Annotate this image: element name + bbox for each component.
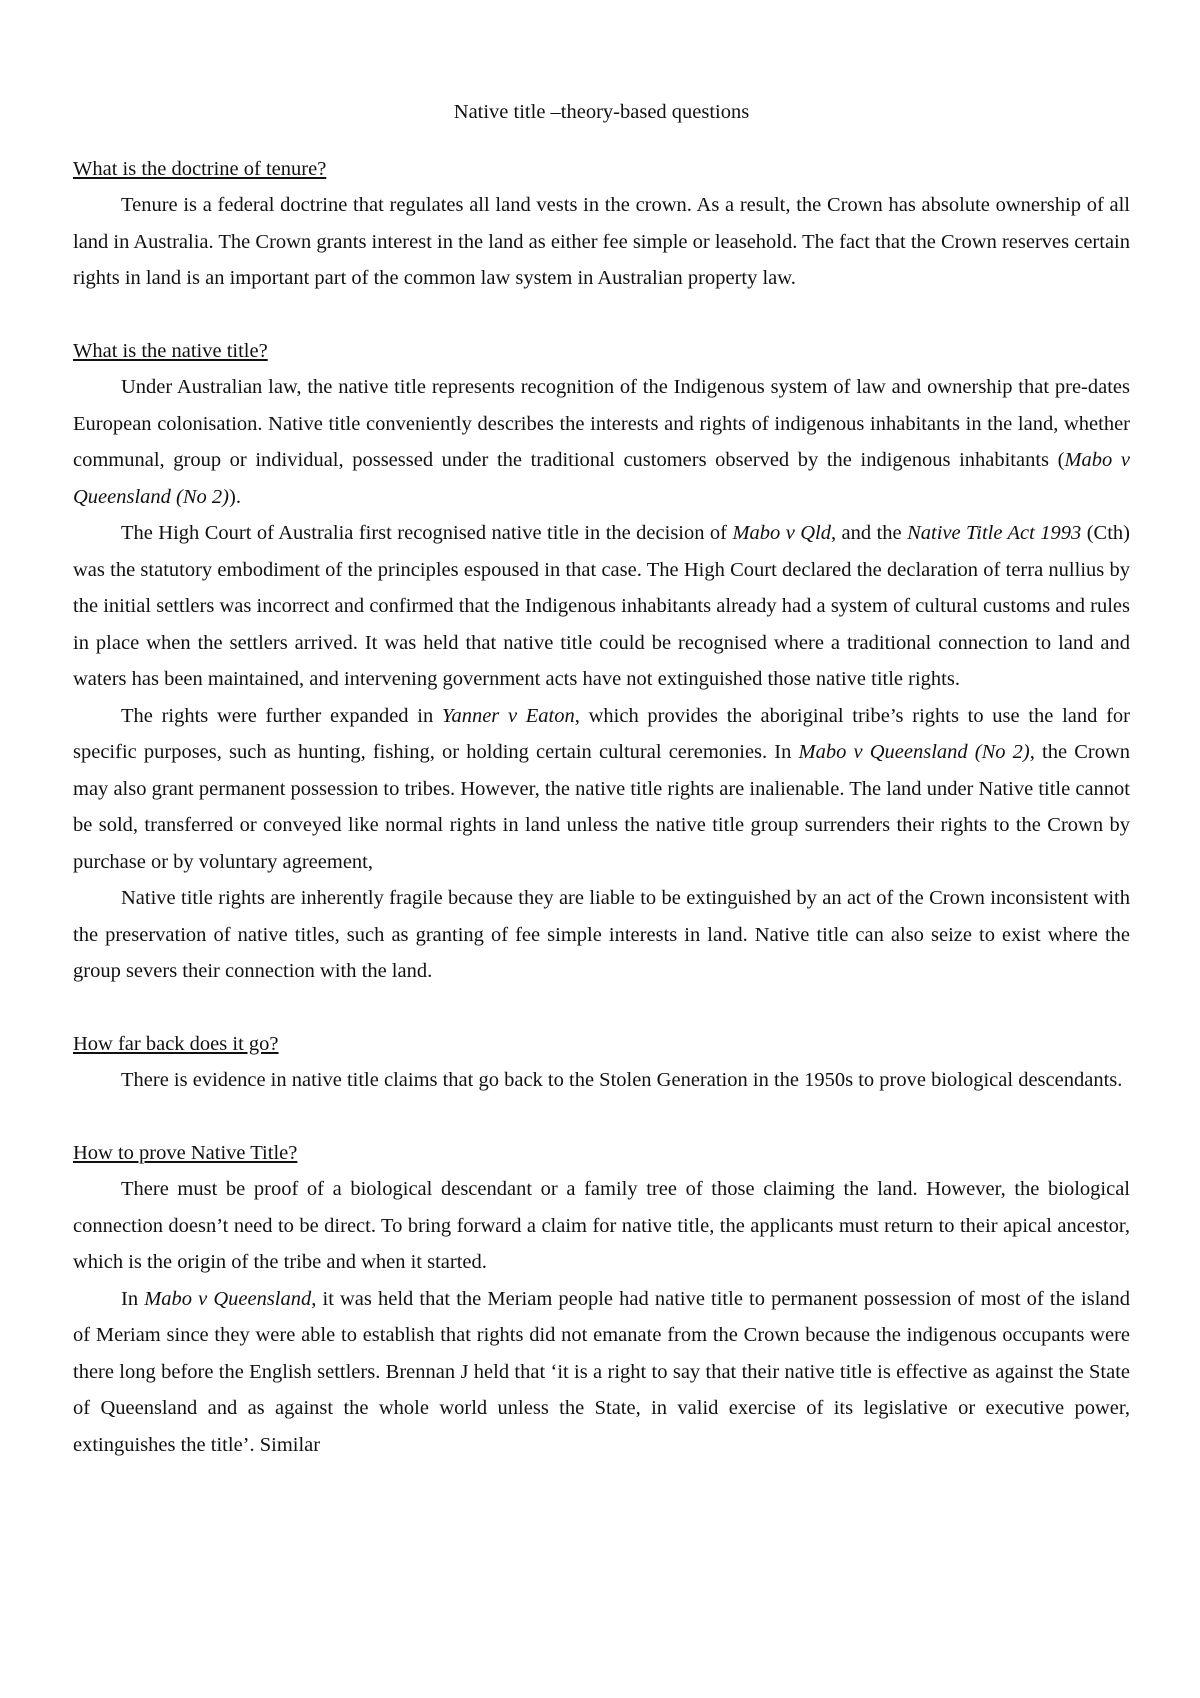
paragraph-text: Under Australian law, the native title represents recognition of the Indigenous system of law and ownership that pre-dates European colonisation. Native title conveniently describes the interests and rights of indigenous inhabitants in the land, whether communal, group or individual, possessed under the traditional customers observed by the indigenous inhabitants (: [73, 376, 1130, 471]
document-title: Native title –theory-based questions: [453, 101, 750, 123]
paragraph-text: ).: [229, 485, 241, 508]
document-section: [73, 1026, 1130, 1099]
section-heading: How far back does it go?: [73, 1032, 279, 1055]
paragraph-text: The rights were further expanded in: [121, 704, 442, 727]
paragraph-text: , the Crown may also grant permanent possession to tribes. However, the native title rights are inalienable. The land under Native title cannot be sold, transferred or conveyed like normal rights in land unless the native title group surrenders their rights to the Crown by purchase or by voluntary agreement,: [73, 741, 1130, 873]
case-citation: Mabo v Queensland: [144, 1287, 312, 1310]
body-paragraph: [73, 880, 1130, 990]
document-body: [73, 94, 1130, 1463]
paragraph-text: , and the: [831, 522, 908, 544]
document-section: [73, 151, 1130, 297]
paragraph-text: Native title rights are inherently fragile because they are liable to be extinguished by an act of the Crown inconsistent with the preservation of native titles, such as granting of fee simple interests in land. Native title can also seize to exist where the group severs their connection with the land.: [73, 887, 1130, 982]
paragraph-text: (Cth) was the statutory embodiment of the principles espoused in that case. The High Court declared the declaration of terra nullius by the initial settlers was incorrect and confirmed that the Indigenous inhabitants already had a system of cultural customs and rules in place when the settlers arrived. It was held that native title could be recognised where a traditional connection to land and waters has been maintained, and intervening government acts have not extinguished those native title rights.: [73, 522, 1131, 690]
paragraph-text: There is evidence in native title claims that go back to the Stolen Generation in the 1950s to prove biological descendants.: [121, 1069, 1123, 1091]
paragraph-text: The High Court of Australia first recognised native title in the decision of: [121, 522, 733, 544]
paragraph-text: In: [121, 1287, 145, 1310]
paragraph-text: There must be proof of a biological descendant or a family tree of those claiming the land. However, the biological connection doesn’t need to be direct. To bring forward a claim for native title, the applicants must return to their apical ancestor, which is the origin of the tribe and when it started.: [73, 1178, 1130, 1273]
section-heading: What is the native title?: [73, 339, 268, 362]
body-paragraph: [73, 1062, 1130, 1099]
body-paragraph: [73, 369, 1130, 515]
body-paragraph: [73, 698, 1130, 881]
case-citation: Yanner v Eaton: [441, 704, 575, 727]
body-paragraph: [73, 1171, 1130, 1281]
section-heading: What is the doctrine of tenure?: [73, 157, 327, 180]
paragraph-text: Tenure is a federal doctrine that regulates all land vests in the crown. As a result, the Crown has absolute ownership of all land in Australia. The Crown grants interest in the land as either fee simple or leasehold. The fact that the Crown reserves certain rights in land is an important part of the common law system in Australian property law.: [73, 194, 1130, 289]
document-section: [73, 1135, 1130, 1464]
body-paragraph: [73, 1281, 1130, 1464]
body-paragraph: [73, 515, 1130, 698]
paragraph-text: , which provides the aboriginal tribe’s rights to use the land for specific purposes, such as hunting, fishing, or holding certain cultural ceremonies. In: [73, 704, 1130, 763]
body-paragraph: [73, 187, 1130, 297]
section-heading: How to prove Native Title?: [73, 1141, 298, 1164]
paragraph-text: , it was held that the Meriam people had native title to permanent possession of most of the island of Meriam since they were able to establish that rights did not emanate from the Crown because the indigenous occupants were there long before the English settlers. Brennan J held that ‘it is a right to say that their native title is effective as against the State of Queensland and as against the whole world unless the State, in valid exercise of its legislative or executive power, extinguishes the title’. Similar: [73, 1287, 1130, 1456]
case-citation: Native Title Act 1993: [907, 522, 1082, 544]
sections-container: [73, 151, 1130, 1464]
document-section: [73, 333, 1130, 990]
case-citation: Mabo v Queensland (No 2): [798, 741, 1030, 763]
case-citation: Mabo v Queensland (No 2): [73, 449, 1130, 508]
case-citation: Mabo v Qld: [732, 522, 831, 544]
